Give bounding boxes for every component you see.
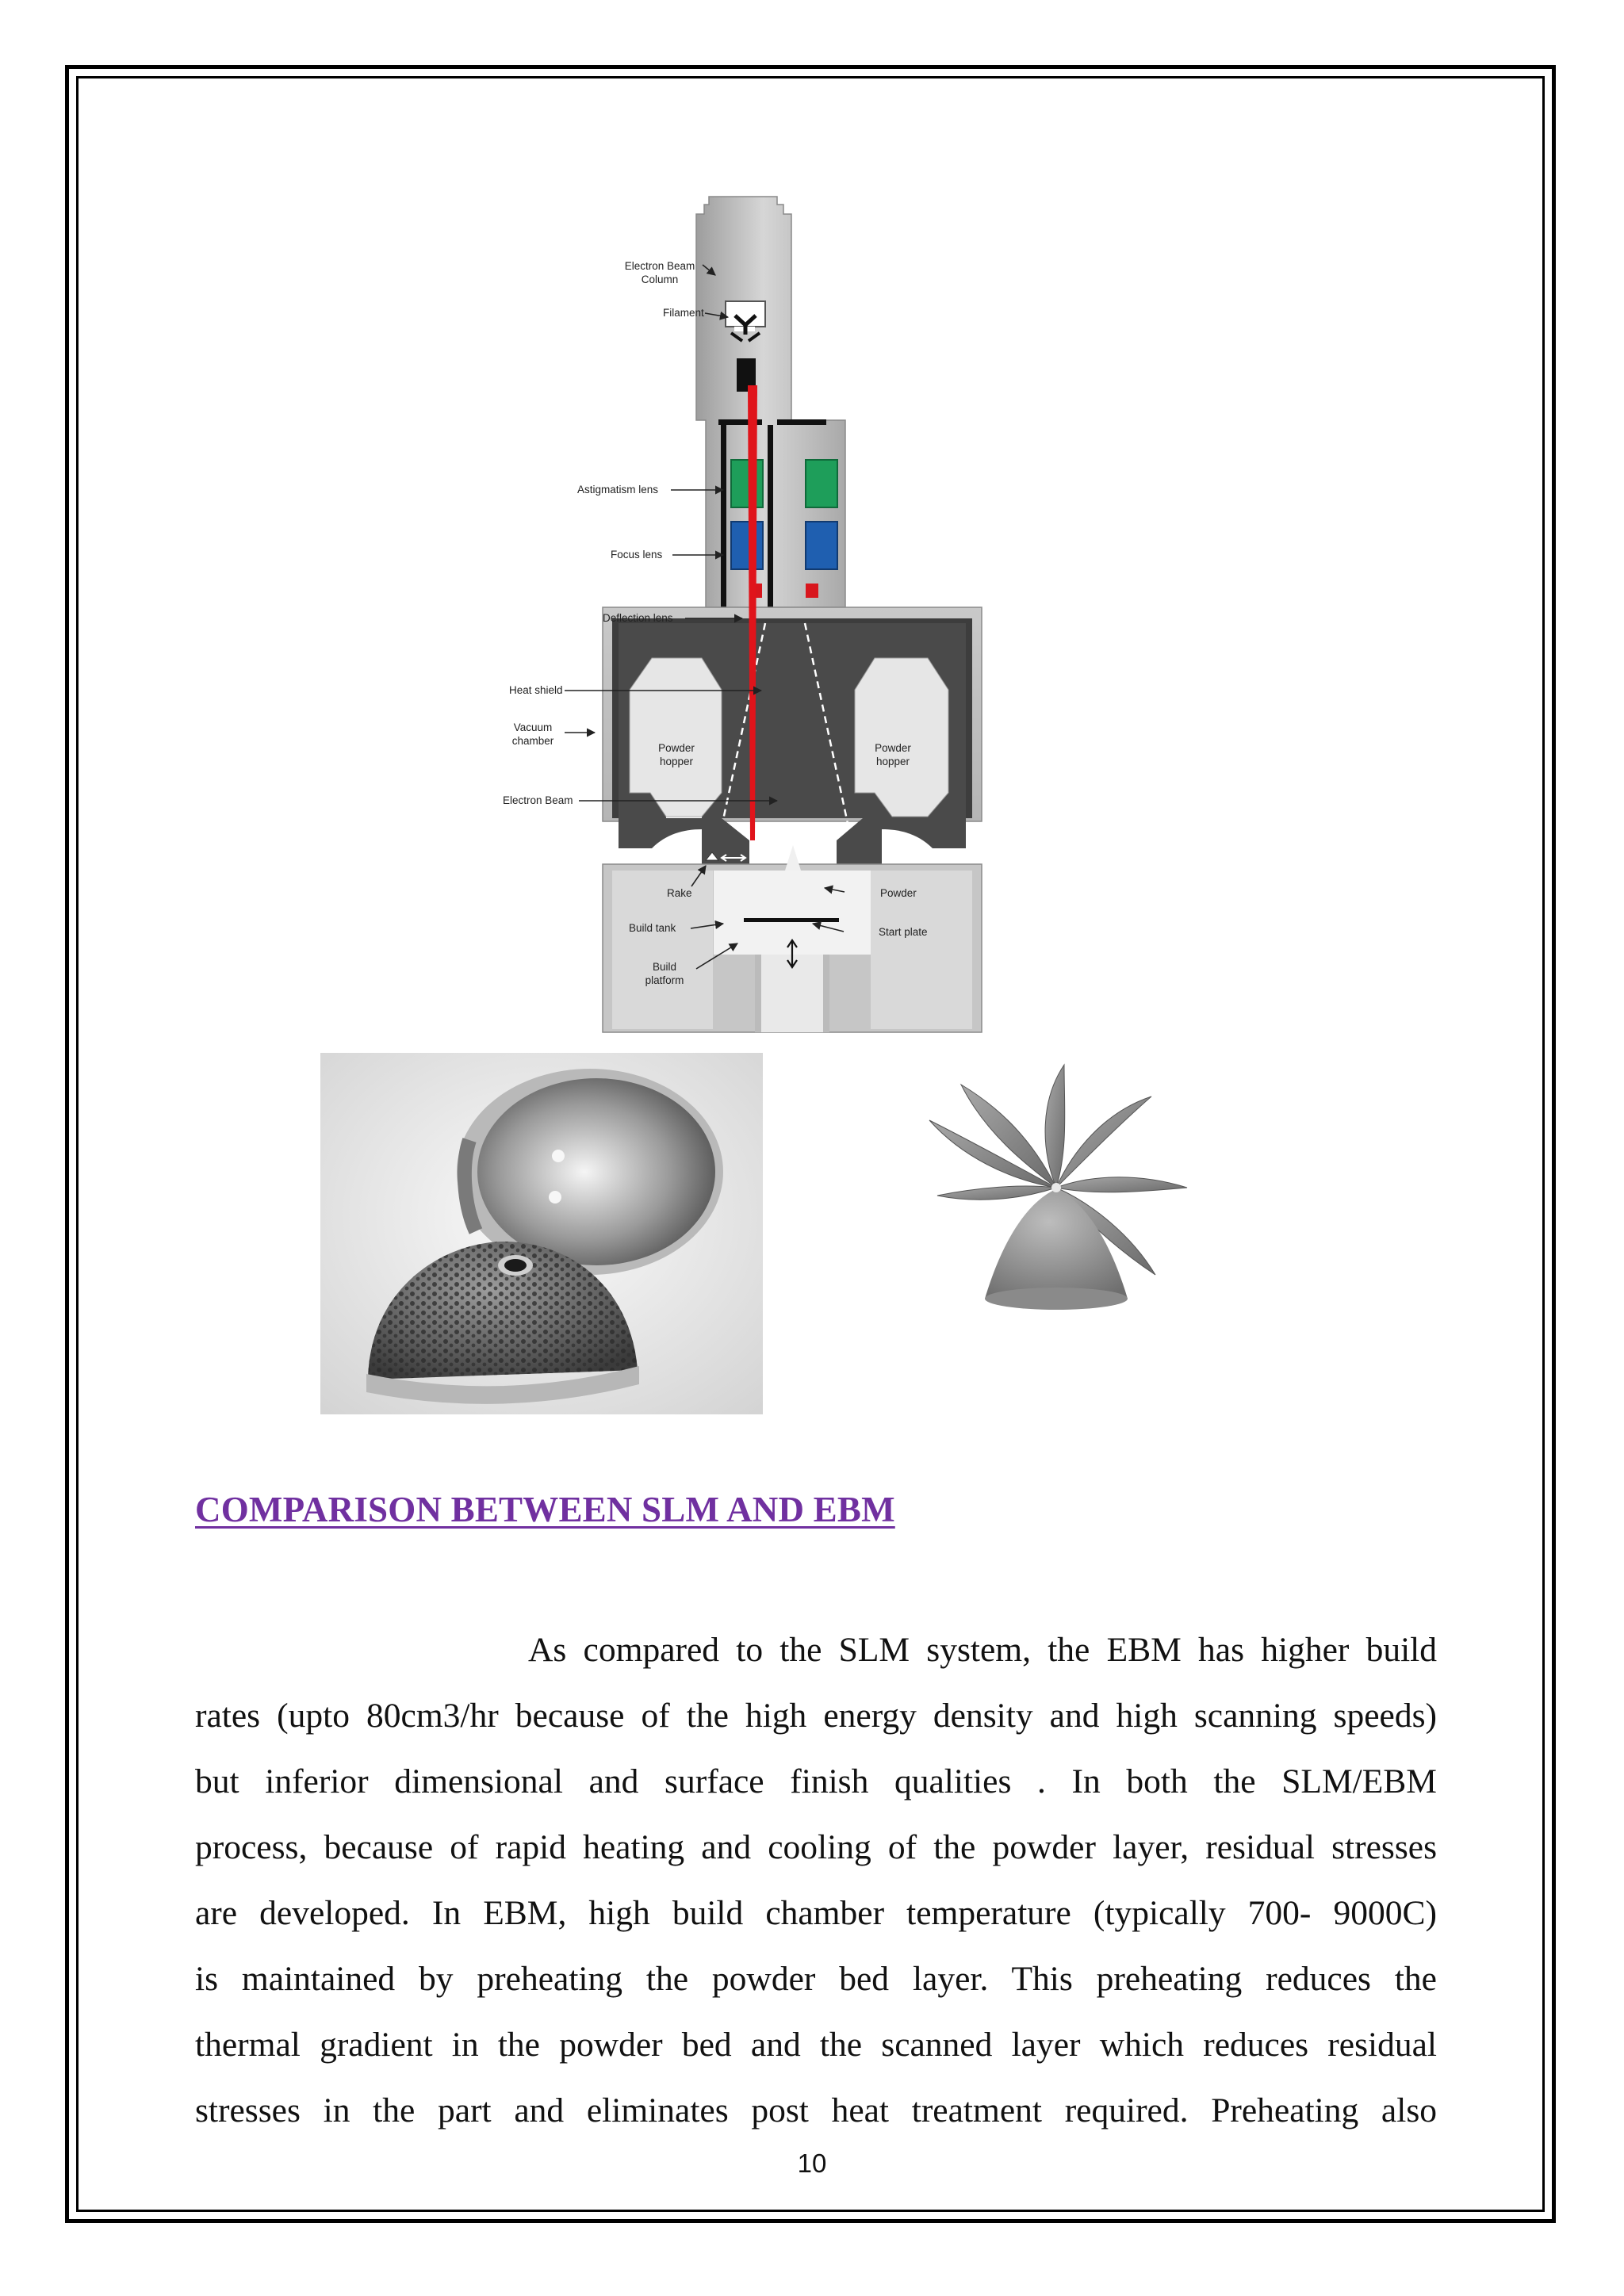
label-powder-hopper-right-1: Powder xyxy=(875,742,911,754)
build-tank xyxy=(603,845,982,1032)
metal-impeller-photo xyxy=(872,1061,1316,1394)
label-heat-shield: Heat shield xyxy=(509,684,563,696)
vacuum-chamber xyxy=(603,607,982,864)
label-powder-hopper-right-2: hopper xyxy=(875,756,910,767)
paragraph-line: is maintained by preheating the powder bed layer. This preheating reduces the xyxy=(195,1960,1437,1998)
body-paragraph xyxy=(195,1617,1437,2144)
paragraph-line: rates (upto 80cm3/hr because of the high energy density and high scanning speeds) xyxy=(195,1697,1437,1735)
focus-lens-right xyxy=(806,522,837,569)
label-powder-hopper-left-1: Powder xyxy=(658,742,695,754)
label-filament: Filament xyxy=(663,307,704,319)
page-number: 10 xyxy=(797,2149,827,2178)
label-rake: Rake xyxy=(667,887,692,899)
label-astigmatism-lens: Astigmatism lens xyxy=(577,484,659,496)
label-build-tank: Build tank xyxy=(629,922,676,934)
paragraph-line: As compared to the SLM system, the EBM has higher build xyxy=(528,1631,1437,1669)
ebm-system-diagram xyxy=(476,190,1031,1039)
label-vacuum-chamber-1: Vacuum xyxy=(513,721,553,733)
label-focus-lens: Focus lens xyxy=(611,549,663,561)
section-heading: COMPARISON BETWEEN SLM AND EBM xyxy=(195,1490,895,1529)
astigmatism-lens-right xyxy=(806,460,837,507)
label-electron-beam: Electron Beam xyxy=(503,794,573,806)
paragraph-line: process, because of rapid heating and cooling of the powder layer, residual stresses xyxy=(195,1828,1437,1866)
paragraph-line: thermal gradient in the powder bed and the scanned layer which reduces residual xyxy=(195,2026,1437,2064)
focus-lens-left xyxy=(731,522,763,569)
deflection-lens-right xyxy=(806,584,818,598)
label-build-platform-2: platform xyxy=(645,974,684,986)
label-build-platform-1: Build xyxy=(652,961,677,973)
label-start-plate: Start plate xyxy=(879,926,928,938)
label-powder: Powder xyxy=(880,887,917,899)
astigmatism-lens-left xyxy=(731,460,763,507)
paragraph-line: are developed. In EBM, high build chamber temperature (typically 700- 9000C) xyxy=(195,1894,1437,1932)
label-powder-hopper-left-2: hopper xyxy=(659,756,694,767)
paragraph-line: but inferior dimensional and surface finish qualities . In both the SLM/EBM xyxy=(195,1762,1437,1800)
label-deflection-lens: Deflection lens xyxy=(603,612,673,624)
label-electron-beam-column-2: Column xyxy=(641,274,679,285)
label-vacuum-chamber-2: chamber xyxy=(511,735,554,747)
label-electron-beam-column-1: Electron Beam xyxy=(624,260,695,272)
porous-hemispherical-implant-photo xyxy=(320,1053,763,1414)
paragraph-line: stresses in the part and eliminates post heat treatment required. Preheating also xyxy=(195,2091,1437,2130)
